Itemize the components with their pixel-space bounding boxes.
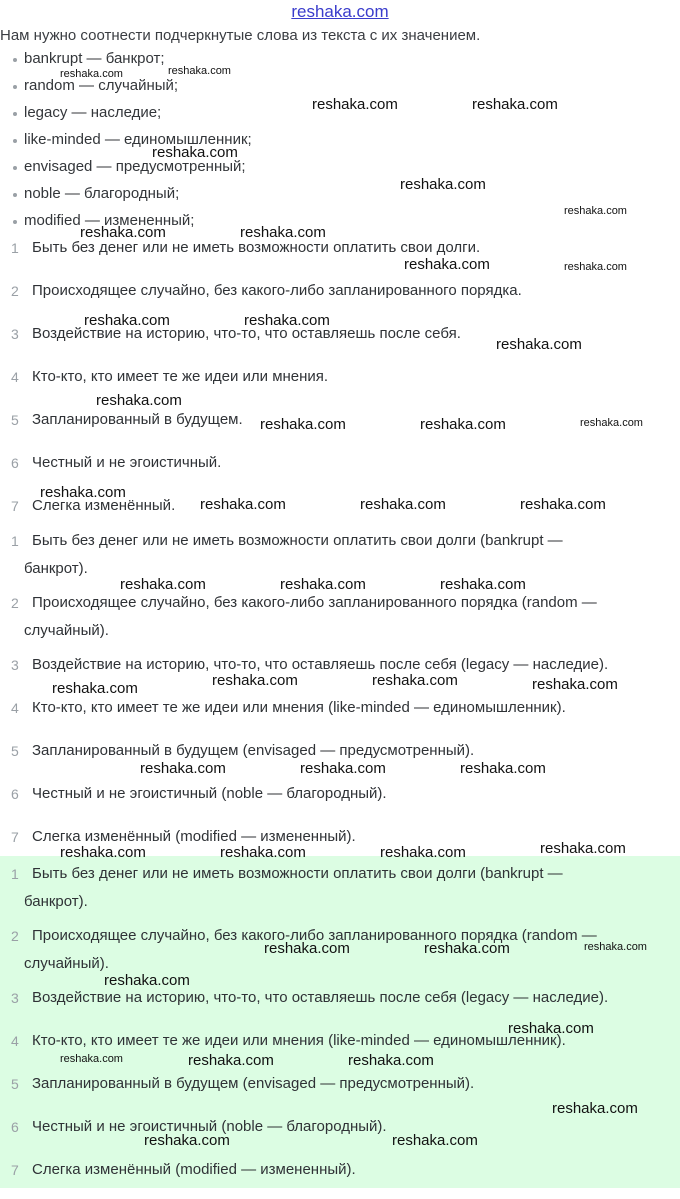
list-item: envisaged — предусмотренный;	[0, 157, 252, 184]
list-item: 7 Слегка изменённый (modified — измененный).	[11, 828, 356, 845]
watermark: reshaka.com	[60, 844, 146, 861]
watermark: reshaka.com	[300, 760, 386, 777]
watermark: reshaka.com	[496, 336, 582, 353]
watermark: reshaka.com	[140, 760, 226, 777]
watermark: reshaka.com	[400, 176, 486, 193]
watermark: reshaka.com	[348, 1052, 434, 1069]
list-item: 3 Воздействие на историю, что-то, что оставляешь после себя.	[11, 325, 461, 342]
watermark: reshaka.com	[280, 576, 366, 593]
bullet-icon	[13, 112, 17, 116]
watermark: reshaka.com	[212, 672, 298, 689]
list-item: 7 Слегка изменённый.	[11, 497, 176, 514]
list-item: 2 Происходящее случайно, без какого-либо запланированного порядка (random — случайный).	[11, 927, 597, 972]
bullet-icon	[13, 220, 17, 224]
list-item: 3 Воздействие на историю, что-то, что оставляешь после себя (legacy — наследие).	[11, 989, 609, 1006]
list-item: 6 Честный и не эгоистичный.	[11, 454, 222, 471]
watermark: reshaka.com	[104, 972, 190, 989]
watermark: reshaka.com	[220, 844, 306, 861]
watermark: reshaka.com	[240, 224, 326, 241]
watermark: reshaka.com	[60, 1053, 123, 1065]
watermark: reshaka.com	[392, 1132, 478, 1149]
list-item: 6 Честный и не эгоистичный (noble — благородный).	[11, 785, 387, 802]
watermark: reshaka.com	[508, 1020, 594, 1037]
list-item: 5 Запланированный в будущем.	[11, 411, 243, 428]
watermark: reshaka.com	[188, 1052, 274, 1069]
watermark: reshaka.com	[440, 576, 526, 593]
watermark: reshaka.com	[584, 941, 647, 953]
watermark: reshaka.com	[460, 760, 546, 777]
watermark: reshaka.com	[84, 312, 170, 329]
list-item: 5 Запланированный в будущем (envisaged — предусмотренный).	[11, 1075, 475, 1092]
list-item: 3 Воздействие на историю, что-то, что оставляешь после себя (legacy — наследие).	[11, 656, 609, 673]
watermark: reshaka.com	[564, 205, 627, 217]
list-item: like-minded — единомышленник;	[0, 130, 252, 157]
list-item: modified — измененный;	[0, 211, 252, 238]
list-item: 4 Кто-кто, кто имеет те же идеи или мнения (like-minded — единомышленник).	[11, 1032, 566, 1049]
watermark: reshaka.com	[260, 416, 346, 433]
watermark: reshaka.com	[144, 1132, 230, 1149]
watermark: reshaka.com	[564, 261, 627, 273]
watermark: reshaka.com	[540, 840, 626, 857]
watermark: reshaka.com	[96, 392, 182, 409]
watermark: reshaka.com	[372, 672, 458, 689]
list-item: 4 Кто-кто, кто имеет те же идеи или мнения (like-minded — единомышленник).	[11, 699, 566, 716]
task-intro: Нам нужно соотнести подчеркнутые слова из текста с их значением.	[0, 27, 481, 44]
watermark: reshaka.com	[80, 224, 166, 241]
watermark: reshaka.com	[52, 680, 138, 697]
list-item: bankrupt — банкрот;	[0, 49, 252, 76]
watermark: reshaka.com	[200, 496, 286, 513]
list-item: 1 Быть без денег или не иметь возможности оплатить свои долги (bankrupt — банкрот).	[11, 865, 563, 910]
watermark: reshaka.com	[40, 484, 126, 501]
bullet-icon	[13, 85, 17, 89]
watermark: reshaka.com	[60, 68, 123, 80]
list-item: 4 Кто-кто, кто имеет те же идеи или мнения.	[11, 368, 329, 385]
site-link[interactable]: reshaka.com	[291, 2, 389, 21]
watermark: reshaka.com	[380, 844, 466, 861]
watermark: reshaka.com	[580, 417, 643, 429]
list-item: 1 Быть без денег или не иметь возможности оплатить свои долги (bankrupt — банкрот).	[11, 532, 563, 577]
list-item: 2 Происходящее случайно, без какого-либо запланированного порядка.	[11, 282, 522, 299]
list-item: 5 Запланированный в будущем (envisaged — предусмотренный).	[11, 742, 475, 759]
watermark: reshaka.com	[520, 496, 606, 513]
watermark: reshaka.com	[244, 312, 330, 329]
bullet-icon	[13, 193, 17, 197]
bullet-icon	[13, 58, 17, 62]
watermark: reshaka.com	[152, 144, 238, 161]
watermark: reshaka.com	[552, 1100, 638, 1117]
bullet-icon	[13, 166, 17, 170]
list-item: 1 Быть без денег или не иметь возможности оплатить свои долги.	[11, 239, 481, 256]
list-item: 2 Происходящее случайно, без какого-либо запланированного порядка (random — случайный).	[11, 594, 597, 639]
watermark: reshaka.com	[424, 940, 510, 957]
list-item: 7 Слегка изменённый (modified — измененный).	[11, 1161, 356, 1178]
watermark: reshaka.com	[264, 940, 350, 957]
bullet-icon	[13, 139, 17, 143]
watermark: reshaka.com	[532, 676, 618, 693]
watermark: reshaka.com	[420, 416, 506, 433]
list-item: random — случайный;	[0, 76, 252, 103]
watermark: reshaka.com	[168, 65, 231, 77]
watermark: reshaka.com	[312, 96, 398, 113]
list-item: 6 Честный и не эгоистичный (noble — благородный).	[11, 1118, 387, 1135]
watermark: reshaka.com	[120, 576, 206, 593]
list-item: legacy — наследие;	[0, 103, 252, 130]
watermark: reshaka.com	[360, 496, 446, 513]
watermark: reshaka.com	[404, 256, 490, 273]
list-item: noble — благородный;	[0, 184, 252, 211]
watermark: reshaka.com	[472, 96, 558, 113]
